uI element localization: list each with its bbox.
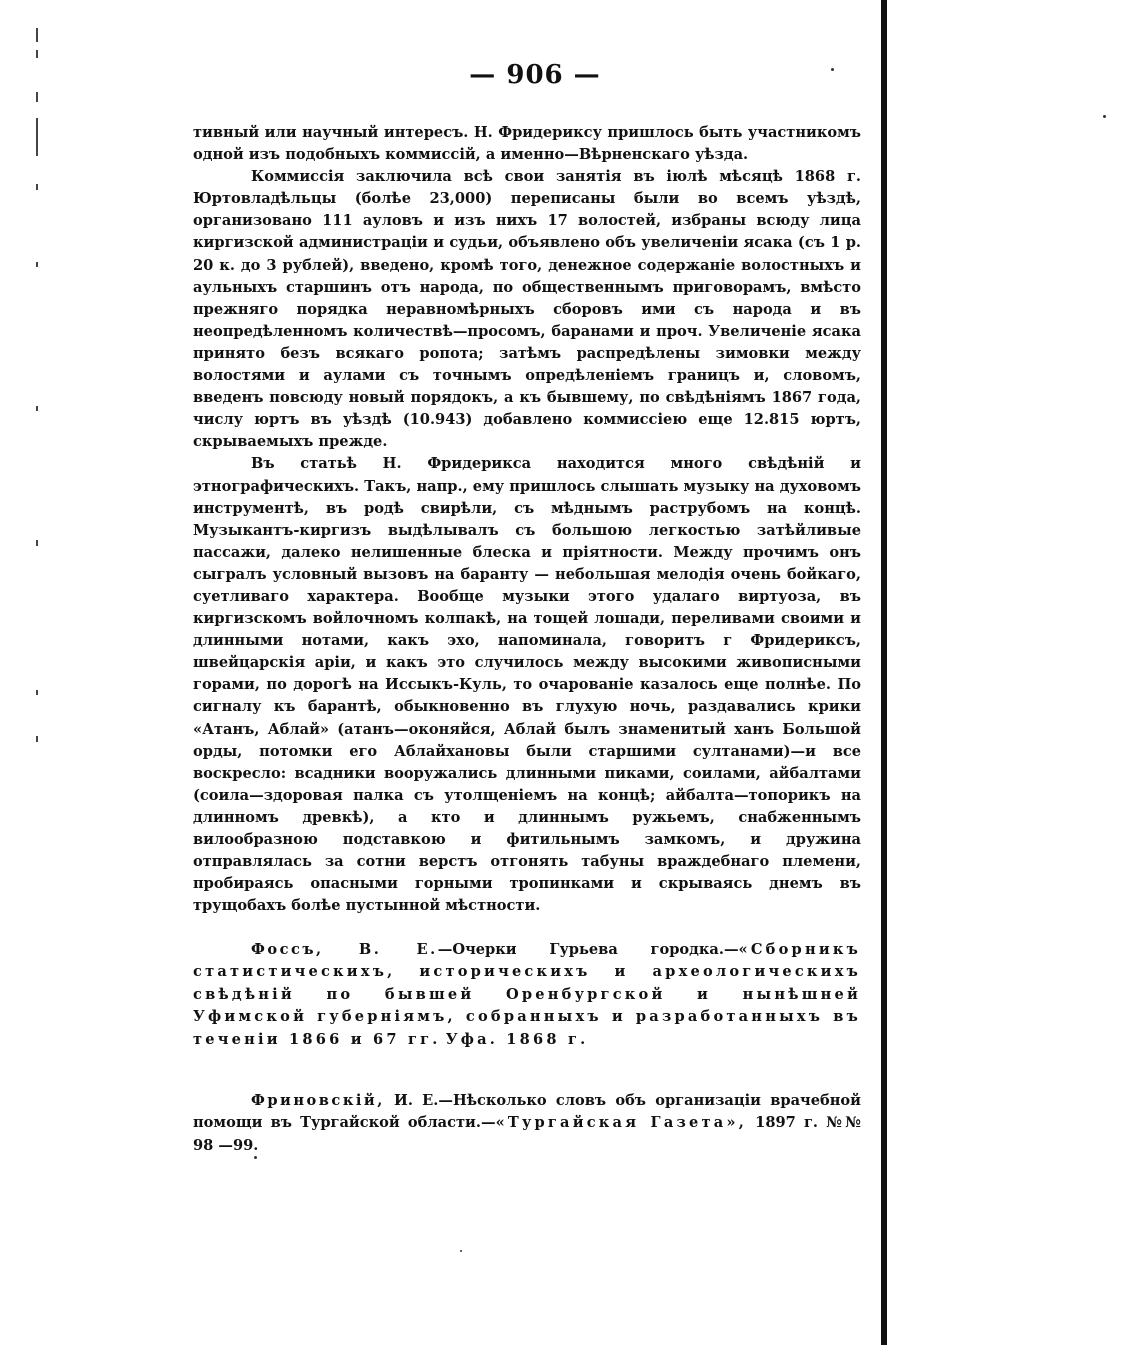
ethnography-paragraph: Въ статьѣ Н. Фридерикса находится много свѣдѣній и этнографическихъ. Такъ, напр., ему пришлось слышать музыку на духовомъ инструментѣ, въ родѣ свирѣли, съ мѣднымъ раструбомъ на концѣ. Музыкантъ-киргизъ выдѣлывалъ съ большою легкостью затѣйливые пассажи, далеко нелишенные блеска и пріятности. Между прочимъ онъ сыгралъ условный вызовъ на баранту — небольшая мелодія очень бойкаго, суетливаго характера. Вообще музыки этого удалаго виртуоза, въ киргизскомъ войлочномъ колпакѣ, на тощей лошади, переливами своими и длинными нотами, какъ эхо, напоминала, говоритъ г Фридериксъ, швейцарскія аріи, и какъ это случилось между высокими живописными горами, по дорогѣ на Иссыкъ-Куль, то очарованіе казалось еще полнѣе. По сигналу къ барантѣ, обыкновенно въ глухую ночь, раздавались крики «Атанъ, Аблай» (атанъ—оконяйся, Аблай былъ знаменитый ханъ Большой орды, потомки его Аблайхановы были старшими султанами)—и все воскресло: всадники вооружались длинными пиками, соилами, айбалтами (соила—здоровая палка съ утолщеніемъ на концѣ; айбалта—топорикъ на длинномъ древкѣ), а кто и длиннымъ ружьемъ, снабженнымъ вилообразною подставкою и фитильнымъ замкомъ, и дружина отправлялась за сотни верстъ отгонять табуны враждебнаго племени, пробираясь опасными горными тропинками и скрываясь днемъ въ трущобахъ болѣе пустынной мѣстности. [193, 455, 861, 915]
entry-title: И. Е.—Нѣсколько словъ объ организаціи врачебной помощи въ Тургайской области.— [193, 1092, 861, 1132]
page-number: — 906 — [469, 60, 601, 90]
scan-speck [460, 1250, 462, 1252]
commission-paragraph: Коммиссія заключила всѣ свои занятія въ іюлѣ мѣсяцѣ 1868 г. Юртовладѣльцы (болѣе 23,000) переписаны были во всемъ уѣздѣ, организовано 111 ауловъ и изъ нихъ 17 волостей, избраны всюду лица киргизской администраціи и судьи, объявлено объ увеличеніи ясака (съ 1 р. 20 к. до 3 рублей), введено, кромѣ того, денежное содержаніе волостныхъ и аульныхъ старшинъ отъ народа, по общественнымъ приговорамъ, вмѣсто прежняго порядка неравномѣрныхъ сборовъ ими съ народа и въ неопредѣленномъ количествѣ—просомъ, баранами и проч. Увеличеніе ясака принято безъ всякаго ропота; затѣмъ распредѣлены зимовки между волостями и аулами съ точнымъ опредѣленіемъ границъ и, словомъ, введенъ повсюду новый порядокъ, а къ бывшему, по свѣдѣніямъ 1867 года, числу юртъ въ уѣздѣ (10.943) добавлено коммиссіею еще 12.815 юртъ, скрываемыхъ прежде. [193, 168, 861, 451]
scan-margin-mark [36, 262, 38, 267]
scan-margin-mark [36, 690, 38, 695]
entry-author: Фоссъ, В. Е. [251, 941, 438, 958]
main-text [193, 122, 861, 917]
scan-margin-mark [36, 540, 38, 546]
scan-margin-mark [36, 118, 38, 156]
entry-source: «Сборникъ статистическихъ, историческихъ и археологическихъ свѣдѣній по бывшей Оренбургской и нынѣшней Уфимской губерніямъ, собранныхъ и разработанныхъ въ теченіи 1866 и 67 гг. [193, 941, 861, 1048]
bibliography-entry [193, 939, 861, 1051]
scan-binding-edge-line [881, 0, 887, 1345]
scan-margin-mark [36, 736, 38, 742]
continuation-paragraph: тивный или научный интересъ. Н. Фридериксу пришлось быть участникомъ одной изъ подобныхъ коммиссій, а именно—Вѣрненскаго уѣзда. [193, 124, 861, 164]
bibliography-entry [193, 1090, 861, 1157]
entry-author: Фриновскій, [251, 1092, 385, 1109]
scan-margin-mark [36, 184, 38, 190]
entry-publication-info: Уфа. 1868 г. [445, 1030, 589, 1048]
entry-title: —Очерки Гурьева городка.— [437, 941, 739, 958]
entry-source: «Тургайская Газета», [495, 1114, 747, 1132]
scan-margin-mark [36, 406, 38, 411]
entry-publication-info: 1897 г. №№ 98 —99. [193, 1114, 861, 1154]
scan-margin-mark [36, 92, 38, 102]
scan-margin-mark [36, 50, 38, 58]
scan-margin-mark [36, 28, 38, 42]
scan-speck [1103, 115, 1106, 118]
